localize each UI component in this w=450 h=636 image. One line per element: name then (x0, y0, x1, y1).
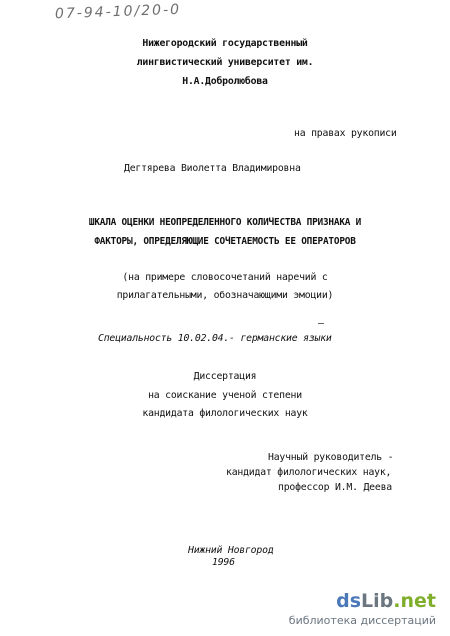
logo-lib: Lib (361, 590, 394, 612)
specialty-line: Специальность 10.02.04.- германские языки (98, 333, 332, 344)
subtitle-line-1: (на примере словосочетаний наречий с (122, 272, 328, 283)
year-of-publication: 1996 (212, 557, 235, 568)
logo-net: .net (393, 590, 436, 612)
handwritten-catalog-number: 07-94-10/20-0 (54, 1, 182, 23)
supervisor-line-1: Научный руководитель - (268, 452, 394, 463)
institution-line-2: лингвистический университет им. (136, 57, 314, 68)
degree-line-1: Диссертация (193, 371, 257, 382)
logo-ds: ds (336, 590, 362, 612)
degree-line-3: кандидата филологических наук (142, 408, 308, 419)
degree-line-2: на соискание ученой степени (148, 390, 302, 401)
institution-line-1: Нижегородский государственный (142, 38, 308, 49)
stray-mark (318, 323, 324, 324)
place-of-publication: Нижний Новгород (188, 545, 274, 556)
author-name: Дегтярева Виолетта Владимировна (124, 163, 301, 174)
institution-line-3: Н.А.Добролюбова (182, 76, 268, 87)
dslib-logo (336, 590, 436, 612)
rights-note: на правах рукописи (294, 128, 397, 139)
subtitle-line-2: прилагательными, обозначающими эмоции) (116, 290, 334, 301)
dslib-tagline: библиотека диссертаций (288, 614, 436, 627)
thesis-title-line-1: ШКАЛА ОЦЕНКИ НЕОПРЕДЕЛЕННОГО КОЛИЧЕСТВА ПРИЗНАКА И (88, 217, 362, 228)
supervisor-line-3: профессор И.М. Деева (278, 482, 392, 493)
thesis-title-line-2: ФАКТОРЫ, ОПРЕДЕЛЯЮЩИЕ СОЧЕТАЕМОСТЬ ЕЕ ОПЕРАТОРОВ (94, 236, 356, 247)
supervisor-line-2: кандидат филологических наук, (226, 467, 392, 478)
